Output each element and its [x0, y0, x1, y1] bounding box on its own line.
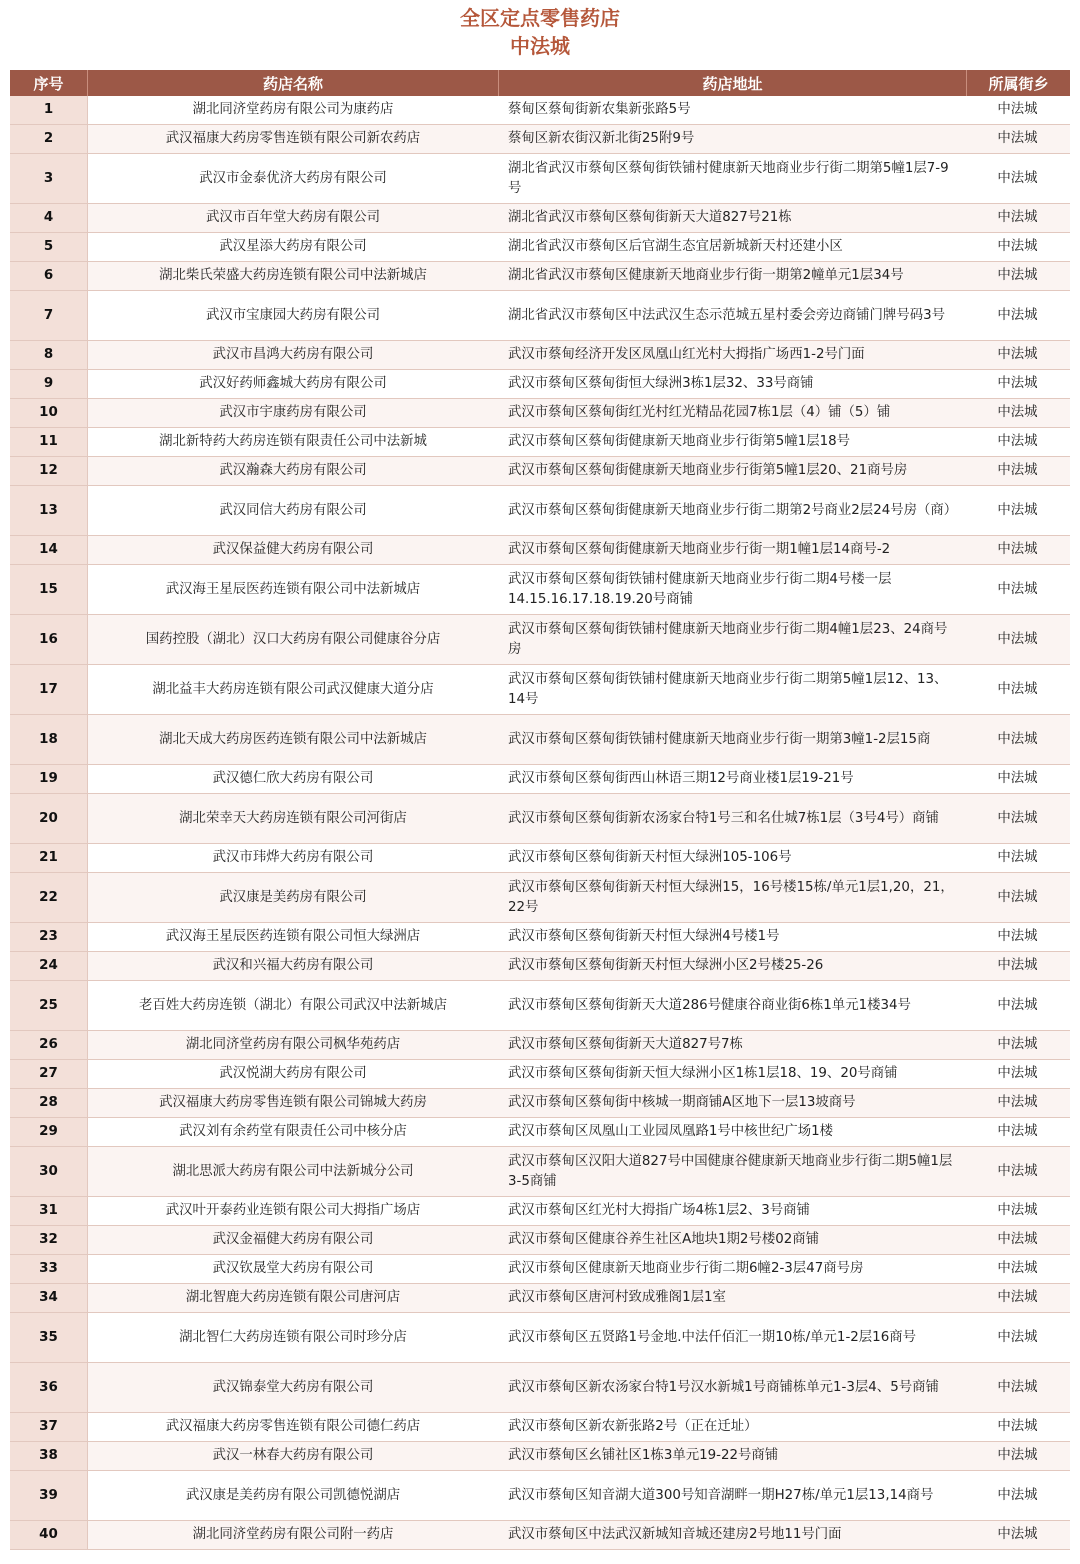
pharmacy-town: 中法城 [965, 952, 1070, 980]
pharmacy-name: 武汉海王星辰医药连锁有限公司中法新城店 [165, 581, 421, 597]
table-row [10, 1255, 1070, 1284]
pharmacy-name: 湖北新特药大药房连锁有限责任公司中法新城 [159, 434, 427, 449]
table-row [10, 715, 1070, 765]
header-no: 序号 [10, 70, 88, 96]
header-town: 所属街乡 [988, 74, 1049, 93]
row-no: 17 [10, 665, 88, 714]
row-no: 40 [10, 1521, 88, 1549]
pharmacy-town: 中法城 [997, 1124, 1038, 1139]
pharmacy-address: 武汉市蔡甸区蔡甸街中核城一期商铺A区地下一层13坡商号 [498, 1089, 965, 1117]
pharmacy-name: 武汉海王星辰医药连锁有限公司恒大绿洲店 [165, 929, 421, 944]
pharmacy-address: 武汉市蔡甸区蔡甸街新天村恒大绿洲105-106号 [508, 850, 792, 865]
pharmacy-town: 中法城 [997, 1419, 1038, 1434]
table-row [10, 1284, 1070, 1313]
pharmacy-town: 中法城 [965, 204, 1070, 232]
pharmacy-address: 武汉市蔡甸区五贤路1号金地.中法仟佰汇一期10栋/单元1-2层16商号 [508, 1329, 917, 1345]
pharmacy-name: 湖北同济堂药房有限公司枫华苑药店 [88, 1031, 498, 1059]
pharmacy-address: 武汉市蔡甸区蔡甸街红光村红光精品花园7栋1层（4）铺（5）铺 [498, 399, 965, 427]
pharmacy-town: 中法城 [997, 170, 1038, 186]
table-row [10, 794, 1070, 844]
pharmacy-town: 中法城 [965, 399, 1070, 427]
pharmacy-town: 中法城 [997, 850, 1038, 865]
pharmacy-name: 湖北智鹿大药房连锁有限公司唐河店 [88, 1284, 498, 1312]
row-no: 31 [10, 1197, 88, 1225]
pharmacy-town: 中法城 [965, 125, 1070, 153]
table-row [10, 486, 1070, 536]
table-row [10, 370, 1070, 399]
pharmacy-town: 中法城 [965, 536, 1070, 564]
pharmacy-name: 武汉钦晟堂大药房有限公司 [212, 1261, 374, 1276]
pharmacy-name: 武汉同信大药房有限公司 [219, 502, 367, 518]
table-header [10, 70, 1070, 96]
table-row [10, 1471, 1070, 1521]
pharmacy-town: 中法城 [965, 1521, 1070, 1549]
table-row [10, 125, 1070, 154]
table-row [10, 1442, 1070, 1471]
pharmacy-town: 中法城 [965, 794, 1070, 843]
row-no: 28 [10, 1089, 88, 1117]
table-row [10, 1089, 1070, 1118]
table-row [10, 981, 1070, 1031]
row-no: 6 [10, 262, 88, 290]
pharmacy-address: 武汉市蔡甸区唐河村致成雅阁1层1室 [498, 1284, 965, 1312]
pharmacy-name: 武汉康是美药房有限公司 [88, 873, 498, 922]
row-no: 4 [10, 204, 88, 232]
row-no: 2 [10, 125, 88, 153]
table-row [10, 1363, 1070, 1413]
row-no: 3 [10, 154, 88, 203]
pharmacy-address: 武汉市蔡甸区蔡甸街恒大绿洲3栋1层32、33号商铺 [508, 376, 814, 391]
pharmacy-address: 湖北省武汉市蔡甸区健康新天地商业步行街一期第2幢单元1层34号 [498, 262, 965, 290]
pharmacy-name: 湖北智仁大药房连锁有限公司时珍分店 [179, 1329, 407, 1345]
pharmacy-address: 武汉市蔡甸区健康谷养生社区A地块1期2号楼02商铺 [498, 1226, 965, 1254]
pharmacy-town: 中法城 [997, 1066, 1038, 1081]
pharmacy-address: 湖北省武汉市蔡甸区中法武汉生态示范城五星村委会旁边商铺门牌号码3号 [508, 307, 946, 323]
table-row [10, 262, 1070, 291]
pharmacy-address: 武汉市蔡甸经济开发区凤凰山红光村大拇指广场西1-2号门面 [498, 341, 965, 369]
pharmacy-address: 武汉市蔡甸区蔡甸街新天大道827号7栋 [498, 1031, 965, 1059]
pharmacy-town: 中法城 [965, 1226, 1070, 1254]
pharmacy-town: 中法城 [997, 997, 1038, 1013]
row-no: 34 [10, 1284, 88, 1312]
pharmacy-address: 武汉市蔡甸区蔡甸街铁铺村健康新天地商业步行街二期第5幢1层12、13、14号 [508, 671, 948, 707]
pharmacy-name: 国药控股（湖北）汉口大药房有限公司健康谷分店 [88, 615, 498, 664]
pharmacy-name: 武汉福康大药房零售连锁有限公司德仁药店 [165, 1419, 421, 1434]
row-no: 24 [10, 952, 88, 980]
page-subtitle: 中法城 [510, 34, 570, 58]
pharmacy-address: 武汉市蔡甸区蔡甸街新农汤家台特1号三和名仕城7栋1层（3号4号）商铺 [498, 794, 965, 843]
header-name: 药店名称 [88, 70, 499, 96]
header-address: 药店地址 [499, 70, 967, 96]
row-no: 18 [10, 715, 88, 764]
pharmacy-address: 湖北省武汉市蔡甸区后官湖生态宜居新城新天村还建小区 [508, 239, 843, 254]
table-row [10, 1147, 1070, 1197]
table-row [10, 96, 1070, 125]
pharmacy-town: 中法城 [965, 341, 1070, 369]
pharmacy-town: 中法城 [997, 929, 1038, 944]
row-no: 30 [10, 1147, 88, 1196]
pharmacy-name: 武汉和兴福大药房有限公司 [88, 952, 498, 980]
pharmacy-name: 武汉锦泰堂大药房有限公司 [88, 1363, 498, 1412]
table-row [10, 923, 1070, 952]
row-no: 26 [10, 1031, 88, 1059]
table-row [10, 428, 1070, 457]
row-no: 16 [10, 615, 88, 664]
pharmacy-name: 武汉市金泰优济大药房有限公司 [199, 170, 387, 186]
pharmacy-name: 武汉福康大药房零售连锁有限公司锦城大药房 [88, 1089, 498, 1117]
row-no: 13 [10, 486, 88, 535]
pharmacy-town: 中法城 [965, 1089, 1070, 1117]
pharmacy-name: 武汉市宝康园大药房有限公司 [205, 307, 381, 323]
pharmacy-town: 中法城 [997, 1261, 1038, 1276]
pharmacy-town: 中法城 [965, 1031, 1070, 1059]
pharmacy-name: 武汉一林春大药房有限公司 [88, 1442, 498, 1470]
pharmacy-town: 中法城 [997, 307, 1038, 323]
row-no: 5 [10, 233, 88, 261]
pharmacy-town: 中法城 [997, 434, 1038, 449]
pharmacy-name: 武汉刘有余药堂有限责任公司中核分店 [179, 1124, 407, 1139]
table-row [10, 665, 1070, 715]
pharmacy-address: 湖北省武汉市蔡甸区蔡甸街铁铺村健康新天地商业步行街二期第5幢1层7-9号 [508, 160, 949, 196]
pharmacy-town: 中法城 [965, 615, 1070, 664]
pharmacy-address: 武汉市蔡甸区健康新天地商业步行街二期6幢2-3层47商号房 [508, 1261, 864, 1276]
pharmacy-address: 武汉市蔡甸区蔡甸街健康新天地商业步行街一期1幢1层14商号-2 [498, 536, 965, 564]
pharmacy-name: 武汉市宇康药房有限公司 [88, 399, 498, 427]
table-row [10, 1060, 1070, 1089]
row-no: 11 [10, 428, 88, 456]
pharmacy-address: 武汉市蔡甸区蔡甸街健康新天地商业步行街第5幢1层20、21商号房 [498, 457, 965, 485]
pharmacy-town: 中法城 [997, 1487, 1038, 1503]
row-no: 1 [10, 96, 88, 124]
row-no: 21 [10, 844, 88, 872]
pharmacy-town: 中法城 [997, 502, 1038, 518]
table-row [10, 615, 1070, 665]
pharmacy-town: 中法城 [965, 873, 1070, 922]
pharmacy-address: 武汉市蔡甸区新农新张路2号（正在迁址） [508, 1419, 758, 1434]
pharmacy-name: 武汉叶开泰药业连锁有限公司大拇指广场店 [165, 1203, 421, 1218]
table-row [10, 1521, 1070, 1550]
pharmacy-address: 武汉市蔡甸区蔡甸街新天村恒大绿洲4号楼1号 [508, 929, 780, 944]
pharmacy-address: 湖北省武汉市蔡甸区蔡甸街新天大道827号21栋 [498, 204, 965, 232]
row-no: 25 [10, 981, 88, 1030]
pharmacy-name: 武汉金福健大药房有限公司 [88, 1226, 498, 1254]
table-row [10, 1118, 1070, 1147]
pharmacy-name: 湖北同济堂药房有限公司为康药店 [192, 102, 394, 117]
table-row [10, 1413, 1070, 1442]
table-row [10, 233, 1070, 262]
row-no: 29 [10, 1118, 88, 1146]
pharmacy-name: 武汉市百年堂大药房有限公司 [88, 204, 498, 232]
pharmacy-town: 中法城 [965, 1284, 1070, 1312]
row-no: 33 [10, 1255, 88, 1283]
pharmacy-table [10, 70, 1070, 1550]
table-row [10, 341, 1070, 370]
row-no: 36 [10, 1363, 88, 1412]
pharmacy-address: 武汉市蔡甸区蔡甸街健康新天地商业步行街二期第2号商业2层24号房（商） [508, 502, 958, 518]
row-no: 12 [10, 457, 88, 485]
row-no: 39 [10, 1471, 88, 1520]
table-row [10, 844, 1070, 873]
table-row [10, 204, 1070, 233]
pharmacy-name: 武汉市昌鸿大药房有限公司 [88, 341, 498, 369]
row-no: 38 [10, 1442, 88, 1470]
pharmacy-address: 武汉市蔡甸区知音湖大道300号知音湖畔一期H27栋/单元1层13,14商号 [508, 1487, 934, 1503]
page-title: 全区定点零售药店 [460, 6, 620, 30]
row-no: 9 [10, 370, 88, 398]
pharmacy-name: 武汉市玮烨大药房有限公司 [212, 850, 374, 865]
pharmacy-address: 武汉市蔡甸区汉阳大道827号中国健康谷健康新天地商业步行街二期5幢1层3-5商铺 [498, 1147, 965, 1196]
row-no: 20 [10, 794, 88, 843]
pharmacy-address: 武汉市蔡甸区蔡甸街新天村恒大绿洲15，16号楼15栋/单元1层1,20，21，22号 [498, 873, 965, 922]
table-row [10, 154, 1070, 204]
table-row [10, 565, 1070, 615]
table-body [10, 96, 1070, 1550]
row-no: 37 [10, 1413, 88, 1441]
table-row [10, 1031, 1070, 1060]
pharmacy-name: 武汉康是美药房有限公司凯德悦湖店 [185, 1487, 401, 1503]
pharmacy-address: 蔡甸区新农街汉新北街25附9号 [498, 125, 965, 153]
pharmacy-address: 武汉市蔡甸区蔡甸街健康新天地商业步行街第5幢1层18号 [508, 434, 851, 449]
pharmacy-town: 中法城 [965, 1363, 1070, 1412]
table-row [10, 1313, 1070, 1363]
table-row [10, 457, 1070, 486]
row-no: 19 [10, 765, 88, 793]
pharmacy-name: 湖北柴氏荣盛大药房连锁有限公司中法新城店 [88, 262, 498, 290]
pharmacy-name: 湖北益丰大药房连锁有限公司武汉健康大道分店 [152, 681, 434, 697]
pharmacy-name: 武汉德仁欣大药房有限公司 [212, 771, 374, 786]
pharmacy-town: 中法城 [997, 681, 1038, 697]
pharmacy-address: 蔡甸区蔡甸街新农集新张路5号 [508, 102, 691, 117]
pharmacy-name: 武汉福康大药房零售连锁有限公司新农药店 [88, 125, 498, 153]
pharmacy-town: 中法城 [997, 239, 1038, 254]
pharmacy-name: 老百姓大药房连锁（湖北）有限公司武汉中法新城店 [139, 997, 447, 1013]
pharmacy-town: 中法城 [997, 1329, 1038, 1345]
pharmacy-town: 中法城 [965, 715, 1070, 764]
pharmacy-town: 中法城 [997, 376, 1038, 391]
table-row [10, 399, 1070, 428]
pharmacy-name: 湖北荣幸天大药房连锁有限公司河街店 [88, 794, 498, 843]
pharmacy-address: 武汉市蔡甸区凤凰山工业园凤凰路1号中核世纪广场1楼 [508, 1124, 834, 1139]
table-row [10, 536, 1070, 565]
pharmacy-town: 中法城 [965, 1442, 1070, 1470]
row-no: 10 [10, 399, 88, 427]
table-row [10, 1226, 1070, 1255]
row-no: 23 [10, 923, 88, 951]
pharmacy-address: 武汉市蔡甸区蔡甸街铁铺村健康新天地商业步行街二期4号楼一层14.15.16.17.18.19.20号商铺 [508, 571, 892, 607]
pharmacy-town: 中法城 [997, 102, 1038, 117]
row-no: 32 [10, 1226, 88, 1254]
table-row [10, 765, 1070, 794]
pharmacy-name: 湖北同济堂药房有限公司附一药店 [88, 1521, 498, 1549]
table-row [10, 873, 1070, 923]
pharmacy-address: 武汉市蔡甸区蔡甸街新天大道286号健康谷商业街6栋1单元1楼34号 [508, 997, 911, 1013]
pharmacy-address: 武汉市蔡甸区幺铺社区1栋3单元19-22号商铺 [498, 1442, 965, 1470]
pharmacy-address: 武汉市蔡甸区蔡甸街西山林语三期12号商业楼1层19-21号 [508, 771, 854, 786]
row-no: 7 [10, 291, 88, 340]
pharmacy-name: 武汉悦湖大药房有限公司 [219, 1066, 367, 1081]
table-row [10, 291, 1070, 341]
row-no: 22 [10, 873, 88, 922]
pharmacy-address: 武汉市蔡甸区蔡甸街铁铺村健康新天地商业步行街二期4幢1层23、24商号房 [498, 615, 965, 664]
pharmacy-address: 武汉市蔡甸区蔡甸街铁铺村健康新天地商业步行街一期第3幢1-2层15商 [498, 715, 965, 764]
pharmacy-address: 武汉市蔡甸区红光村大拇指广场4栋1层2、3号商铺 [508, 1203, 810, 1218]
pharmacy-town: 中法城 [997, 1203, 1038, 1218]
pharmacy-town: 中法城 [997, 771, 1038, 786]
pharmacy-name: 武汉瀚森大药房有限公司 [88, 457, 498, 485]
row-no: 14 [10, 536, 88, 564]
pharmacy-address: 武汉市蔡甸区中法武汉新城知音城还建房2号地11号门面 [498, 1521, 965, 1549]
pharmacy-name: 湖北思派大药房有限公司中法新城分公司 [88, 1147, 498, 1196]
row-no: 15 [10, 565, 88, 614]
pharmacy-name: 武汉好药师鑫城大药房有限公司 [199, 376, 387, 391]
row-no: 27 [10, 1060, 88, 1088]
table-row [10, 1197, 1070, 1226]
pharmacy-town: 中法城 [965, 457, 1070, 485]
table-row [10, 952, 1070, 981]
row-no: 35 [10, 1313, 88, 1362]
pharmacy-town: 中法城 [965, 262, 1070, 290]
pharmacy-town: 中法城 [965, 1147, 1070, 1196]
pharmacy-address: 武汉市蔡甸区蔡甸街新天恒大绿洲小区1栋1层18、19、20号商铺 [508, 1066, 898, 1081]
row-no: 8 [10, 341, 88, 369]
pharmacy-address: 武汉市蔡甸区新农汤家台特1号汉水新城1号商铺栋单元1-3层4、5号商铺 [498, 1363, 965, 1412]
pharmacy-address: 武汉市蔡甸区蔡甸街新天村恒大绿洲小区2号楼25-26 [498, 952, 965, 980]
pharmacy-name: 湖北天成大药房医药连锁有限公司中法新城店 [88, 715, 498, 764]
pharmacy-town: 中法城 [997, 581, 1038, 597]
pharmacy-name: 武汉保益健大药房有限公司 [88, 536, 498, 564]
pharmacy-name: 武汉星添大药房有限公司 [219, 239, 367, 254]
